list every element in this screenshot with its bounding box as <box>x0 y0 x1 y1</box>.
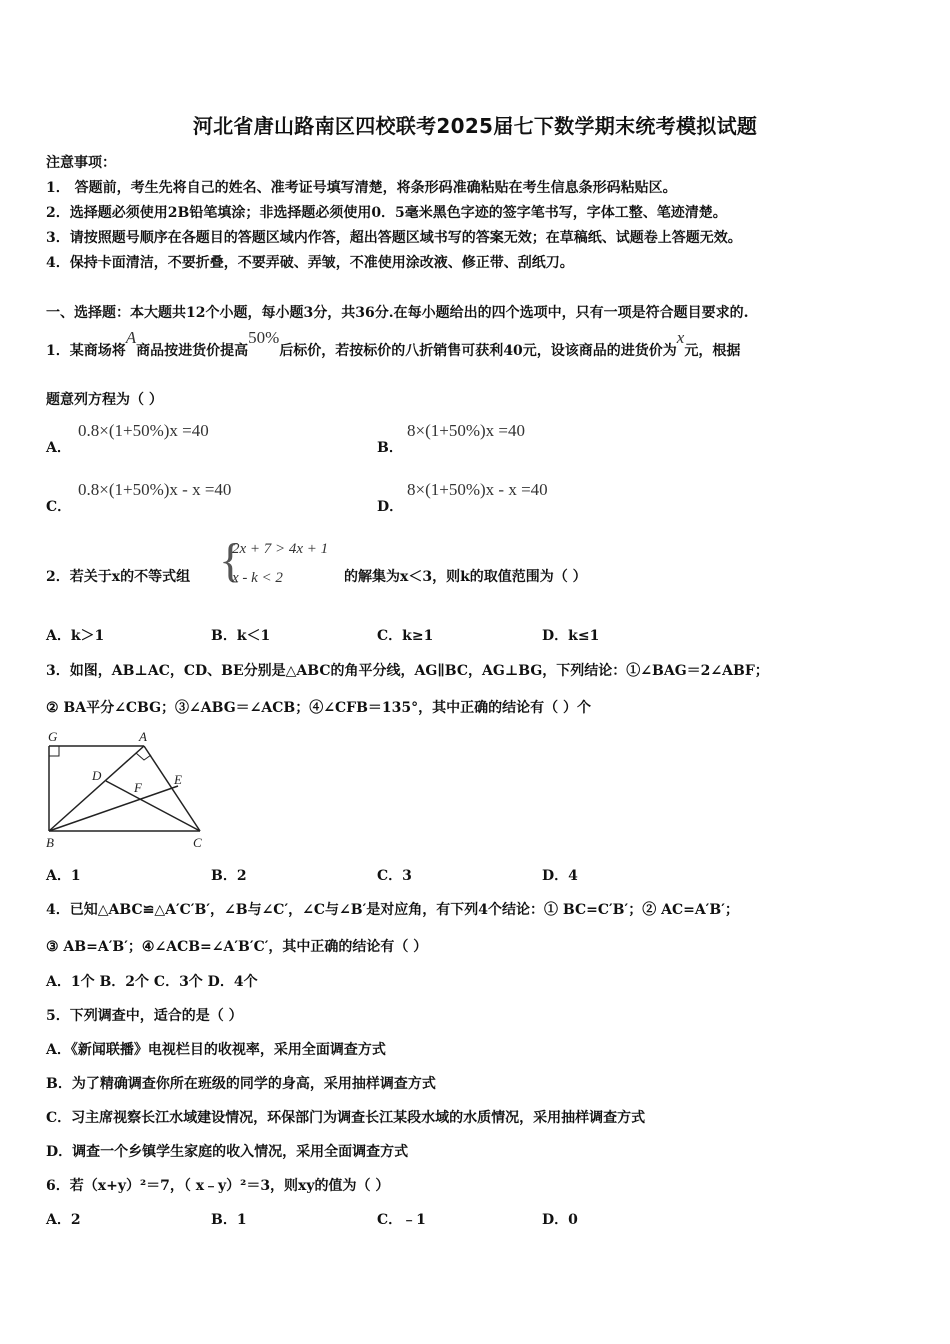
q2-inequality-2: x - k < 2 <box>232 570 283 586</box>
q2-var-x: x <box>111 569 121 585</box>
q3-option-d: D．4 <box>542 868 578 884</box>
q1-text: 1．某商场将 <box>46 343 126 359</box>
question-3-line1: 3．如图，AB⊥AC，CD、BE分别是△ABC的角平分线，AG∥BC，AG⊥BG，下列结论：①∠BAG＝2∠ABF； <box>46 663 769 679</box>
question-6-stem: 6．若（x+y）²＝7，（ x﹣y）²＝3，则xy的值为（ ） <box>46 1178 390 1194</box>
q2-condition: x＜3 <box>400 569 433 585</box>
q6-option-a: A．2 <box>46 1212 81 1228</box>
question-1-line2: 题意列方程为（ ） <box>46 392 163 408</box>
q6-option-b: B．1 <box>211 1212 247 1228</box>
q1-option-a-label: A． <box>46 440 71 456</box>
question-4-line2: ③ AB=A′B′；④∠ACB=∠A′B′C′，其中正确的结论有（ ） <box>46 939 428 955</box>
q3-figure <box>40 726 220 854</box>
q2-inequality-1: 2x + 7 > 4x + 1 <box>232 541 329 557</box>
notice-item: 1． 答题前，考生先将自己的姓名、准考证号填写清楚，将条形码准确粘贴在考生信息条形码粘贴区。 <box>46 180 677 196</box>
q2-option-c: C．k≥1 <box>377 628 434 644</box>
q6-option-d: D．0 <box>542 1212 578 1228</box>
right-angle-mark-g <box>49 746 59 756</box>
q1-option-d-expr: 8×(1+50%)x - x =40 <box>407 480 548 499</box>
q1-option-a-expr: 0.8×(1+50%)x =40 <box>78 421 209 440</box>
label-b: B <box>46 835 54 850</box>
q5-option-d: D．调查一个乡镇学生家庭的收入情况，采用全面调查方式 <box>46 1144 409 1160</box>
q1-option-b-label: B． <box>377 440 403 456</box>
q2-var-k: k <box>460 569 470 585</box>
q2-text: ，则 <box>432 569 461 585</box>
q1-text: 商品按进货价提高 <box>136 343 249 359</box>
notice-item: 2．选择题必须使用2B铅笔填涂；非选择题必须使用0．5毫米黑色字迹的签字笔书写，字体工整、笔迹清楚。 <box>46 205 727 221</box>
label-g: G <box>48 729 58 744</box>
q6-option-c: C．﹣1 <box>377 1212 426 1228</box>
segment-ab <box>49 746 144 831</box>
q1-text: 元，根据 <box>684 343 741 359</box>
q1-number: 40 <box>503 343 523 359</box>
q5-option-a: A．《新闻联播》电视栏目的收视率，采用全面调查方式 <box>46 1042 386 1058</box>
q2-option-d: D．k≤1 <box>542 628 600 644</box>
notice-item: 4．保持卡面清洁，不要折叠，不要弄破、弄皱，不准使用涂改液、修正带、刮纸刀。 <box>46 255 574 271</box>
q4-options: A．1个 B．2个 C．3个 D．4个 <box>46 974 258 990</box>
q3-option-a: A．1 <box>46 868 81 884</box>
q5-option-c: C．习主席视察长江水域建设情况，环保部门为调查长江某段水域的水质情况，采用抽样调查方式 <box>46 1110 646 1126</box>
q1-option-b-expr: 8×(1+50%)x =40 <box>407 421 525 440</box>
q3-option-b: B．2 <box>211 868 247 884</box>
notice-heading: 注意事项： <box>46 155 116 171</box>
q1-option-c-expr: 0.8×(1+50%)x - x =40 <box>78 480 232 499</box>
question-5-stem: 5．下列调查中，适合的是（ ） <box>46 1008 243 1024</box>
q2-option-a: A．k＞1 <box>46 628 105 644</box>
question-1-stem <box>46 328 741 360</box>
question-2-stem-end <box>344 566 587 586</box>
section-heading: 一、选择题：本大题共12个小题，每小题3分，共36分.在每小题给出的四个选项中，只有一项是符合题目要求的. <box>46 305 749 321</box>
label-a: A <box>139 729 147 744</box>
q2-text: 的取值范围为（ ） <box>469 569 587 585</box>
q1-text: 元，设该商品的进货价为 <box>522 343 677 359</box>
q1-text: 后标价，若按标价的八折销售可获利 <box>279 343 504 359</box>
label-d: D <box>92 768 102 783</box>
q2-option-b: B．k＜1 <box>211 628 271 644</box>
system-brace: { <box>219 534 243 587</box>
label-f: F <box>134 780 142 795</box>
question-4-line1: 4．已知△ABC≌△A′C′B′，∠B与∠C′，∠C与∠B′是对应角，有下列4个结论：① BC=C′B′；② AC=A′B′； <box>46 902 739 918</box>
q1-var-a: A <box>125 328 137 347</box>
q2-text: 的解集为 <box>344 569 400 585</box>
q1-option-d-label: D． <box>377 499 404 515</box>
q2-text: 的不等式组 <box>120 569 191 585</box>
q1-percent: 50% <box>248 328 280 347</box>
q2-text: 2．若关于 <box>46 569 112 585</box>
q1-option-c-label: C． <box>46 499 72 515</box>
q1-var-x: x <box>676 328 685 347</box>
question-2-stem-start <box>46 566 190 586</box>
question-3-line2: ② BA平分∠CBG；③∠ABG＝∠ACB；④∠CFB＝135°，其中正确的结论有（ ）个 <box>46 700 591 716</box>
notice-item: 3．请按照题号顺序在各题目的答题区域内作答，超出答题区域书写的答案无效；在草稿纸、试题卷上答题无效。 <box>46 230 742 246</box>
label-c: C <box>193 835 202 850</box>
label-e: E <box>174 772 182 787</box>
q3-option-c: C．3 <box>377 868 412 884</box>
q5-option-b: B．为了精确调查你所在班级的同学的身高，采用抽样调查方式 <box>46 1076 436 1092</box>
page-title: 河北省唐山路南区四校联考2025届七下数学期末统考模拟试题 <box>192 114 758 138</box>
